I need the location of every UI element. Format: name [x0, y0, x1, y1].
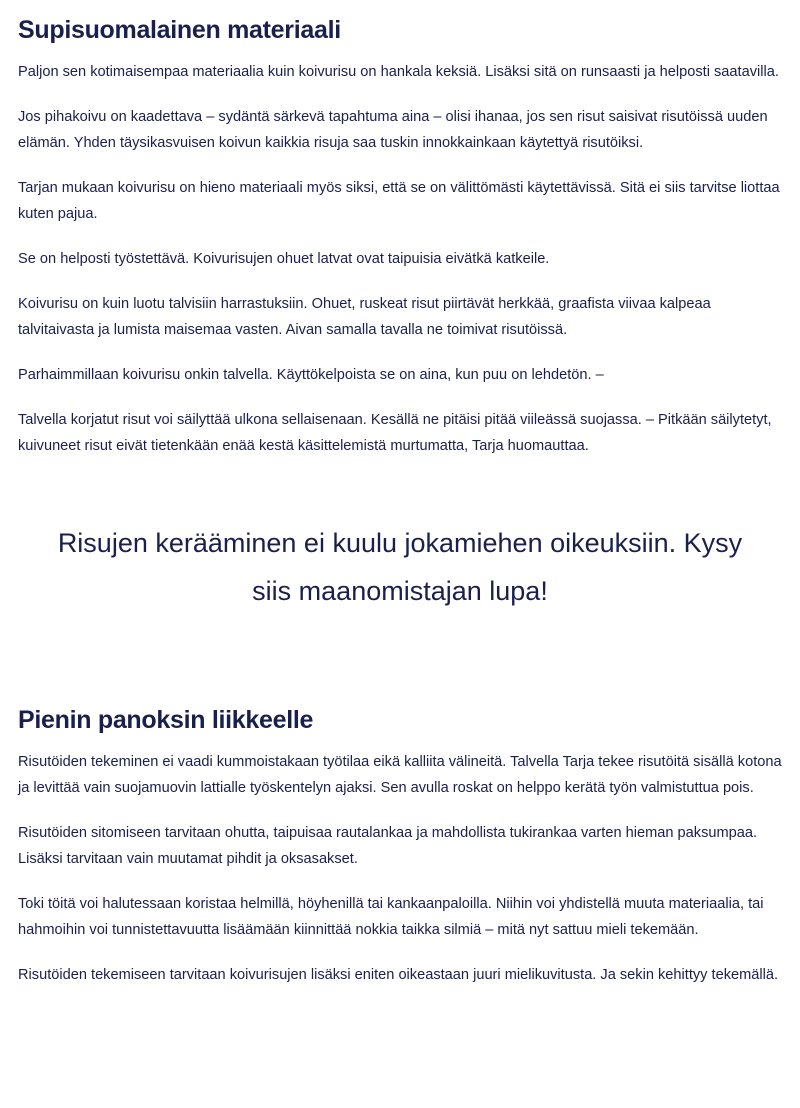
paragraph: Risutöiden sitomiseen tarvitaan ohutta, taipuisaa rautalankaa ja mahdollista tukirankaa varten hieman paksumpaa. Lisäksi tarvitaan vain muutamat pihdit ja oksasakset. [18, 825, 758, 867]
section-supisuomalainen [18, 14, 782, 459]
paragraph: Parhaimmillaan koivurisu onkin talvella. Käyttökelpoista se on aina, kun puu on lehdetön. – [18, 367, 604, 383]
pull-quote: Risujen kerääminen ei kuulu jokamiehen oikeuksiin. Kysy siis maanomistajan lupa! [57, 528, 743, 606]
section-heading: Pienin panoksin liikkeelle [18, 706, 314, 734]
paragraph: Risutöiden tekemiseen tarvitaan koivurisujen lisäksi eniten oikeastaan juuri mielikuvitusta. Ja sekin kehittyy tekemällä. [18, 967, 779, 983]
paragraph: Jos pihakoivu on kaadettava – sydäntä särkevä tapahtuma aina – olisi ihanaa, jos sen risut saisivat risutöissä uuden elämän. Yhden täysikasvuisen koivun kaikkia risuja saa tuskin innokkainkaan käytettyä risutöiksi. [18, 109, 768, 151]
paragraph: Koivurisu on kuin luotu talvisiin harrastuksiin. Ohuet, ruskeat risut piirtävät herkkää, graafista viivaa kalpeaa talvitaivasta ja lumista maisemaa vasten. Aivan samalla tavalla ne toimivat risutöissä. [18, 296, 711, 338]
section-heading: Supisuomalainen materiaali [18, 16, 341, 44]
paragraph: Se on helposti työstettävä. Koivurisujen ohuet latvat ovat taipuisia eivätkä katkeile. [18, 251, 550, 267]
paragraph: Talvella korjatut risut voi säilyttää ulkona sellaisenaan. Kesällä ne pitäisi pitää viileässä suojassa. – Pitkään säilytetyt, kuivuneet risut eivät tietenkään enää kestä käsittelemistä murtumatta, Tarja huomauttaa. [18, 412, 772, 454]
paragraph: Paljon sen kotimaisempaa materiaalia kuin koivurisu on hankala keksiä. Lisäksi sitä on runsaasti ja helposti saatavilla. [18, 64, 779, 80]
section-pienin-panoksin [18, 704, 782, 988]
paragraph: Toki töitä voi halutessaan koristaa helmillä, höyhenillä tai kankaanpaloilla. Niihin voi yhdistellä muuta materiaalia, tai hahmoihin voi tunnistettavuutta lisäämään kiinnittää nokkia taikka silmiä – mitä nyt sattuu mieli tekemään. [18, 896, 764, 938]
paragraph: Risutöiden tekeminen ei vaadi kummoistakaan työtilaa eikä kalliita välineitä. Talvella Tarja tekee risutöitä sisällä kotona ja levittää vain suojamuovin lattialle työskentelyn ajaksi. Sen avulla roskat on helppo kerätä työn valmistuttua pois. [18, 754, 782, 796]
paragraph: Tarjan mukaan koivurisu on hieno materiaali myös siksi, että se on välittömästi käytettävissä. Sitä ei siis tarvitse liottaa kuten pajua. [18, 180, 780, 222]
